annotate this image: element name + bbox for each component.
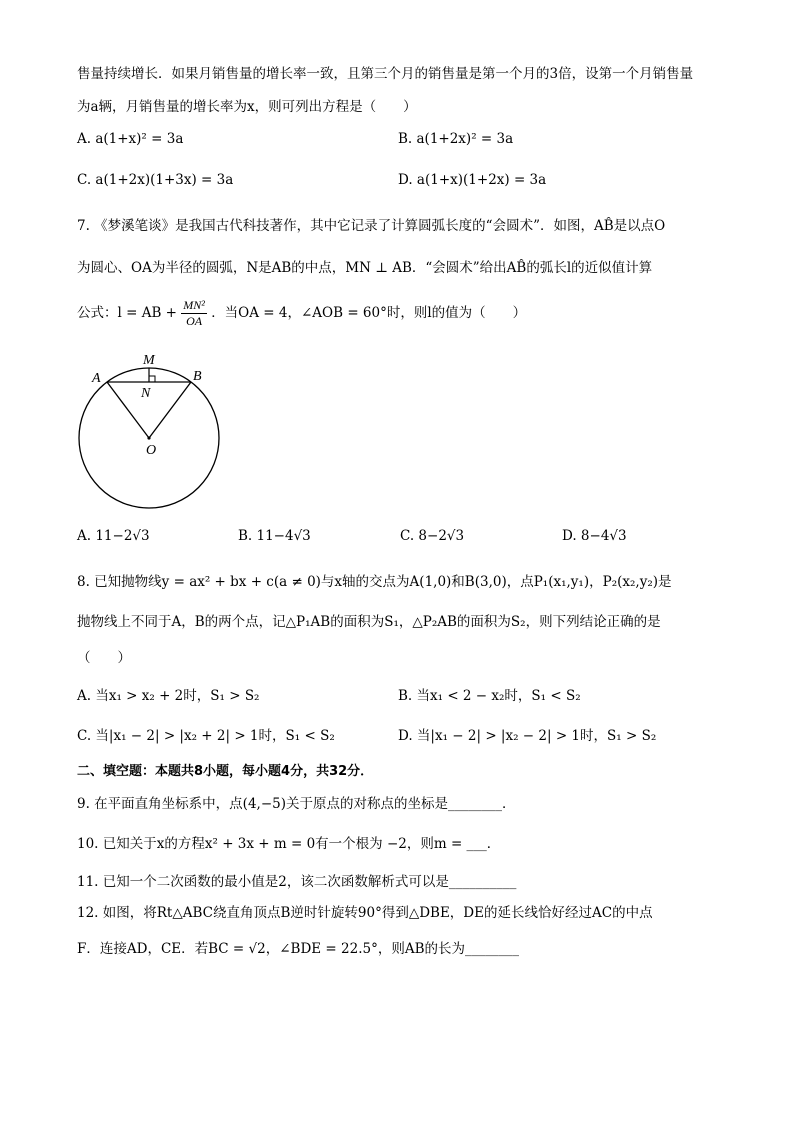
- q7-option-d: D. 8−4√3: [562, 528, 627, 544]
- label-n: N: [141, 386, 151, 401]
- q11-text: 11. 已知一个二次函数的最小值是2，该二次函数解析式可以是__________: [77, 874, 517, 890]
- q7-option-b: B. 11−4√3: [238, 528, 311, 544]
- q7-text-line2: 为圆心、OA为半径的圆弧，N是AB的中点，MN ⊥ AB．“会圆术”给出AB̂的弧长l的近似值计算: [77, 260, 653, 276]
- label-m: M: [143, 353, 155, 368]
- q9-text: 9. 在平面直角坐标系中，点(4,−5)关于原点的对称点的坐标是________．: [77, 796, 516, 812]
- q7-formula-fraction: [181, 298, 207, 329]
- q8-text-line1: 8. 已知抛物线y = ax² + bx + c(a ≠ 0)与x轴的交点为A(1,0)和B(3,0)，点P₁(x₁,y₁)，P₂(x₂,y₂)是: [77, 574, 672, 590]
- q8-option-b: B. 当x₁ < 2 − x₂时，S₁ < S₂: [398, 688, 581, 704]
- q8-option-a: A. 当x₁ > x₂ + 2时，S₁ > S₂: [77, 688, 260, 704]
- q8-text-line2: 抛物线上不同于A，B的两个点，记△P₁AB的面积为S₁，△P₂AB的面积为S₂，则下列结论正确的是: [77, 614, 661, 630]
- center-point: [147, 436, 150, 439]
- q7-circle-figure: [70, 345, 240, 515]
- label-o: O: [146, 443, 157, 458]
- radius-ob: [149, 382, 191, 438]
- q8-option-c: C. 当|x₁ − 2| > |x₂ + 2| > 1时，S₁ < S₂: [77, 728, 335, 744]
- q7-formula-suffix: ．当OA = 4，∠AOB = 60°时，则l的值为（ ）: [211, 305, 527, 321]
- q12-text-line2: F．连接AD，CE．若BC = √2，∠BDE = 22.5°，则AB的长为________: [77, 941, 519, 957]
- q6-option-a: A. a(1+x)² = 3a: [77, 131, 184, 147]
- right-angle-mark: [149, 376, 155, 382]
- q12-text-line1: 12. 如图，将Rt△ABC绕直角顶点B逆时针旋转90°得到△DBE，DE的延长线恰好经过AC的中点: [77, 905, 653, 921]
- q6-option-d: D. a(1+x)(1+2x) = 3a: [398, 172, 547, 188]
- q7-option-a: A. 11−2√3: [77, 528, 150, 544]
- q6-text-line1: 售量持续增长．如果月销售量的增长率一致，且第三个月的销售量是第一个月的3倍，设第一个月销售量: [77, 66, 694, 82]
- q7-option-c: C. 8−2√3: [400, 528, 465, 544]
- q7-formula-line: [77, 298, 526, 329]
- q7-fraction-numerator: MN²: [183, 298, 205, 312]
- section-heading-fill-in: 二、填空题：本题共8小题，每小题4分，共32分．: [77, 764, 374, 779]
- q7-text-line1: 7. 《梦溪笔谈》是我国古代科技著作，其中它记录了计算圆弧长度的“会圆术”．如图，AB̂是以点O: [77, 218, 666, 234]
- label-b: B: [193, 369, 202, 384]
- q10-text: 10. 已知关于x的方程x² + 3x + m = 0有一个根为 −2，则m = ___．: [77, 836, 501, 852]
- q8-text-line3: （ ）: [77, 650, 131, 666]
- q7-formula-prefix: 公式：l = AB +: [77, 305, 177, 321]
- label-a: A: [92, 371, 101, 386]
- q6-option-c: C. a(1+2x)(1+3x) = 3a: [77, 172, 234, 188]
- q6-option-b: B. a(1+2x)² = 3a: [398, 131, 514, 147]
- q6-text-line2: 为a辆，月销售量的增长率为x，则可列出方程是（ ）: [77, 99, 417, 115]
- q7-fraction-denominator: OA: [186, 314, 203, 328]
- q8-option-d: D. 当|x₁ − 2| > |x₂ − 2| > 1时，S₁ > S₂: [398, 728, 657, 744]
